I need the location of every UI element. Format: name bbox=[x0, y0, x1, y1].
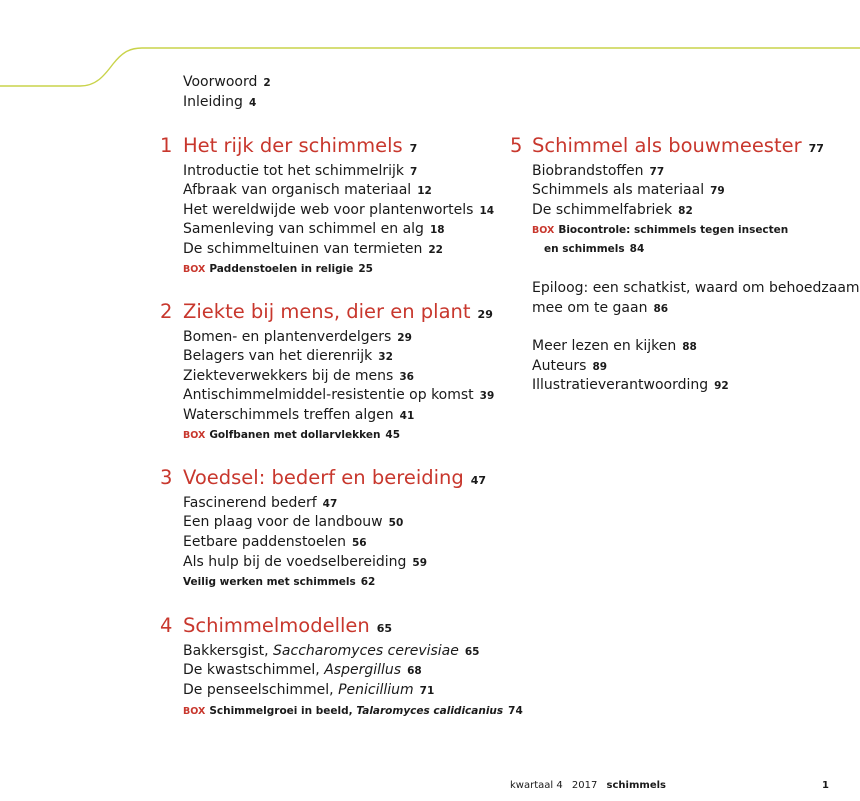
box-tag: BOX bbox=[183, 706, 206, 717]
box-title: Veilig werken met schimmels bbox=[183, 576, 356, 588]
toc-entry[interactable] bbox=[183, 201, 494, 220]
toc-entry[interactable] bbox=[183, 553, 427, 572]
toc-entry-voorwoord[interactable] bbox=[183, 73, 271, 92]
box-title: Golfbanen met dollarvlekken bbox=[209, 429, 381, 441]
box-title: Schimmelgroei in beeld, bbox=[209, 705, 357, 717]
entry-title: Introductie tot het schimmelrijk bbox=[183, 163, 404, 179]
entry-page: 92 bbox=[714, 380, 729, 392]
box-page: 45 bbox=[385, 429, 401, 441]
entry-title: Het wereldwijde web voor plantenwortels bbox=[183, 202, 474, 218]
entry-title: Schimmels als materiaal bbox=[532, 182, 705, 198]
decorative-header-line bbox=[0, 0, 860, 90]
toc-entry[interactable] bbox=[183, 681, 434, 700]
entry-page: 32 bbox=[378, 351, 393, 363]
entry-page: 77 bbox=[649, 166, 665, 178]
toc-box-entry[interactable] bbox=[183, 426, 400, 445]
toc-entry[interactable] bbox=[532, 162, 664, 181]
chapter-page: 29 bbox=[477, 308, 493, 321]
toc-entry[interactable] bbox=[532, 201, 693, 220]
box-tag: BOX bbox=[183, 430, 206, 441]
toc-entry[interactable] bbox=[532, 376, 729, 395]
entry-title: Ziekteverwekkers bij de mens bbox=[183, 368, 394, 384]
footer-year: 2017 bbox=[571, 780, 598, 791]
toc-entry[interactable] bbox=[183, 494, 337, 513]
entry-page: 59 bbox=[412, 557, 428, 569]
entry-title: Fascinerend bederf bbox=[183, 495, 317, 511]
entry-title: Belagers van het dierenrijk bbox=[183, 348, 373, 364]
entry-title-italic: Penicillium bbox=[338, 682, 414, 698]
box-page: 84 bbox=[629, 243, 645, 255]
entry-title-italic: Aspergillus bbox=[324, 662, 402, 678]
toc-box-entry[interactable] bbox=[532, 221, 788, 240]
entry-page: 47 bbox=[322, 498, 338, 510]
entry-title: Eetbare paddenstoelen bbox=[183, 534, 346, 550]
chapter-number: 3 bbox=[160, 466, 173, 489]
chapter-title bbox=[183, 134, 417, 161]
box-page: 62 bbox=[360, 576, 376, 588]
toc-entry[interactable] bbox=[532, 337, 697, 356]
box-title-italic: Talaromyces calidicanius bbox=[356, 705, 504, 717]
entry-page: 82 bbox=[678, 205, 693, 217]
entry-title: Bakkersgist, bbox=[183, 643, 274, 659]
toc-entry[interactable] bbox=[183, 367, 414, 386]
entry-page: 18 bbox=[429, 224, 445, 236]
toc-box-entry[interactable] bbox=[183, 573, 375, 591]
footer-issue: kwartaal 4 bbox=[510, 780, 563, 791]
entry-page: 12 bbox=[417, 185, 432, 197]
chapter-title bbox=[532, 134, 824, 161]
chapter-title-text: Schimmel als bouwmeester bbox=[532, 134, 802, 157]
entry-title: Voorwoord bbox=[183, 74, 258, 90]
toc-entry-epilogue-continued[interactable] bbox=[532, 299, 668, 318]
footer-magazine: schimmels bbox=[606, 780, 666, 791]
entry-title: Samenleving van schimmel en alg bbox=[183, 221, 424, 237]
entry-title: Meer lezen en kijken bbox=[532, 338, 677, 354]
entry-title-italic: Saccharomyces cerevisiae bbox=[273, 643, 459, 659]
toc-entry-inleiding[interactable] bbox=[183, 93, 256, 112]
chapter-page: 65 bbox=[376, 622, 393, 635]
toc-entry[interactable] bbox=[183, 386, 494, 405]
chapter-page: 7 bbox=[409, 142, 418, 155]
toc-entry[interactable] bbox=[183, 661, 422, 680]
toc-entry[interactable] bbox=[532, 181, 725, 200]
box-page: 25 bbox=[358, 263, 373, 275]
page-number bbox=[822, 779, 829, 793]
entry-page: 4 bbox=[248, 97, 257, 109]
entry-page: 39 bbox=[479, 390, 495, 402]
box-title-line1: Biocontrole: schimmels tegen insecten bbox=[558, 224, 789, 236]
toc-entry[interactable] bbox=[183, 533, 367, 552]
toc-entry[interactable] bbox=[532, 357, 607, 376]
toc-entry[interactable] bbox=[183, 347, 393, 366]
entry-title-line2: mee om te gaan bbox=[532, 300, 648, 316]
entry-title: Auteurs bbox=[532, 358, 587, 374]
page-number-value: 1 bbox=[822, 780, 829, 791]
chapter-title bbox=[183, 466, 486, 493]
chapter-title-text: Het rijk der schimmels bbox=[183, 134, 403, 157]
box-page: 74 bbox=[508, 705, 523, 717]
toc-entry[interactable] bbox=[183, 162, 417, 181]
chapter-number: 4 bbox=[160, 614, 173, 637]
toc-entry[interactable] bbox=[183, 181, 432, 200]
toc-box-entry-continued[interactable] bbox=[544, 240, 644, 258]
entry-page: 41 bbox=[399, 410, 415, 422]
chapter-number: 1 bbox=[160, 134, 173, 157]
entry-page: 36 bbox=[399, 371, 414, 383]
entry-page: 65 bbox=[464, 646, 480, 658]
box-title: Paddenstoelen in religie bbox=[209, 263, 354, 275]
toc-entry-epilogue[interactable] bbox=[532, 279, 860, 297]
entry-page: 79 bbox=[710, 185, 725, 197]
entry-page: 56 bbox=[352, 537, 367, 549]
entry-title: Illustratieverantwoording bbox=[532, 377, 709, 393]
entry-page: 29 bbox=[397, 332, 412, 344]
entry-page: 50 bbox=[388, 517, 404, 529]
chapter-title-text: Schimmelmodellen bbox=[183, 614, 370, 637]
chapter-title-text: Ziekte bij mens, dier en plant bbox=[183, 300, 471, 323]
entry-title: Bomen- en plantenverdelgers bbox=[183, 329, 392, 345]
toc-entry[interactable] bbox=[183, 513, 403, 532]
chapter-page: 47 bbox=[470, 474, 487, 487]
chapter-title bbox=[183, 300, 493, 327]
toc-entry[interactable] bbox=[183, 240, 443, 259]
entry-page: 71 bbox=[419, 685, 435, 697]
chapter-page: 77 bbox=[808, 142, 824, 155]
entry-title: Als hulp bij de voedselbereiding bbox=[183, 554, 407, 570]
entry-title: De schimmeltuinen van termieten bbox=[183, 241, 423, 257]
entry-title: De schimmelfabriek bbox=[532, 202, 673, 218]
chapter-title bbox=[183, 614, 392, 641]
chapter-title-text: Voedsel: bederf en bereiding bbox=[183, 466, 464, 489]
entry-page: 22 bbox=[428, 244, 443, 256]
entry-title: Biobrandstoffen bbox=[532, 163, 644, 179]
toc-entry[interactable] bbox=[183, 642, 480, 661]
entry-title: Waterschimmels treffen algen bbox=[183, 407, 394, 423]
entry-page: 89 bbox=[592, 361, 608, 373]
entry-title: De kwastschimmel, bbox=[183, 662, 325, 678]
entry-page: 14 bbox=[479, 205, 495, 217]
box-tag: BOX bbox=[532, 225, 555, 236]
entry-title: De penseelschimmel, bbox=[183, 682, 339, 698]
entry-page: 86 bbox=[653, 303, 669, 315]
entry-title: Een plaag voor de landbouw bbox=[183, 514, 383, 530]
entry-page: 68 bbox=[407, 665, 422, 677]
entry-title-line1: Epiloog: een schatkist, waard om behoedzaam bbox=[532, 280, 860, 296]
entry-title: Antischimmelmiddel-resistentie op komst bbox=[183, 387, 474, 403]
box-tag: BOX bbox=[183, 264, 206, 275]
toc-entry[interactable] bbox=[183, 220, 445, 239]
box-title-line2: en schimmels bbox=[544, 243, 625, 255]
toc-box-entry[interactable] bbox=[183, 260, 373, 279]
toc-box-entry[interactable] bbox=[183, 702, 523, 721]
page-footer bbox=[510, 779, 666, 793]
toc-entry[interactable] bbox=[183, 328, 412, 347]
chapter-number: 5 bbox=[510, 134, 523, 157]
chapter-number: 2 bbox=[160, 300, 173, 323]
toc-entry[interactable] bbox=[183, 406, 414, 425]
entry-page: 88 bbox=[682, 341, 697, 353]
entry-page: 2 bbox=[263, 77, 271, 89]
entry-title: Inleiding bbox=[183, 94, 243, 110]
entry-page: 7 bbox=[410, 166, 418, 178]
entry-title: Afbraak van organisch materiaal bbox=[183, 182, 412, 198]
